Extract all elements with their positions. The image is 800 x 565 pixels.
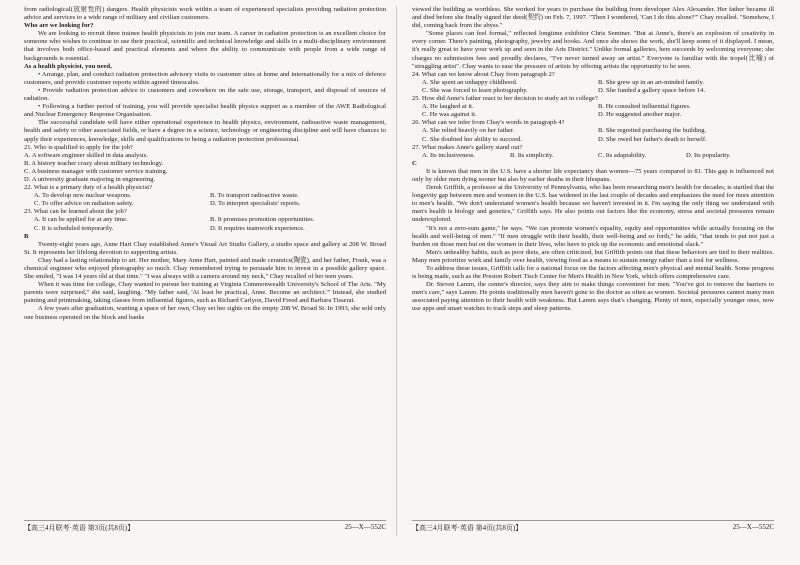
q22-options — [34, 192, 386, 208]
q22-option: C. To offer advice on radiation safety. — [34, 200, 134, 208]
bullet-1: • Arrange, plan, and conduct radiation protection advisory visits to customer sites at home and internationally for a mix of defence customers, and provide customer reports within agreed timescales. — [24, 70, 386, 86]
q23-option: D. It requires teamwork experience. — [210, 224, 305, 232]
paragraph-c5: To address these issues, Griffith calls for a national focus on the factors affecting men's physical and mental health. Some progress is being made, such as the Preston Robert Tisch Center for Men's Health in New York, which offers comprehensive care. — [412, 265, 774, 281]
q22-option: B. To transport radioactive waste. — [210, 192, 299, 200]
q26-option: C. She doubted her ability to succeed. — [422, 135, 522, 143]
question-26: 26. What can we infer from Chay's words in paragraph 4? — [412, 119, 565, 127]
q21-option: C. A business manager with customer service training. — [24, 167, 168, 175]
q21-option: B. A history teacher crazy about military technology. — [24, 159, 164, 167]
q26-option: B. She regretted purchasing the building. — [598, 127, 707, 135]
q27-option: B. Its simplicity. — [510, 151, 554, 159]
q25-options — [422, 103, 774, 119]
paragraph-b4: A few years after graduation, wanting a space of her own, Chay set her sights on the empty 208 W. Broad St. In 1993, she sold only one business operated on the block and banks — [24, 305, 386, 321]
q27-option: D. Its popularity. — [686, 151, 731, 159]
q22-option: D. To interpret specialists' reports. — [210, 200, 301, 208]
footer-right — [412, 520, 774, 537]
question-25: 25. How did Anne's father react to her decision to study art in college? — [412, 95, 598, 103]
heading-need: As a health physicist, you need, — [24, 62, 112, 70]
paragraph-candidate: The successful candidate will have either operational experience in health physics, environment, radioactive waste management, health and safety or other associated fields, or have a degree in a science, technology or engineering discipline and will have chances to apply their experiences, knowledge, skills and qualifications to being a radiation protection professional. — [24, 119, 386, 143]
question-27: 27. What makes Anne's gallery stand out? — [412, 143, 523, 151]
q27-option: A. Its inclusiveness. — [422, 151, 476, 159]
q24-option: C. She was forced to learn photography. — [422, 86, 528, 94]
section-b-title: B — [24, 232, 29, 240]
paragraph-b2: Chay had a lasting relationship to art. Her mother, Mary Anne Hart, painted and made ceramics(陶瓷), and her father, Frank, was a chemical engineer who enjoyed photography so much. Chay remembered trying to persuade him to invest in a possible gallery space. She smiled, "I was 14 years old at that time." "I was always with a camera around my neck," Chay recalled of her teen years. — [24, 256, 386, 281]
bullet-2: • Provide radiation protection advice to customers and coworkers on the safe use, storage, transport, and disposal of sources of radiation. — [24, 86, 386, 103]
q27-option: C. Its adaptability. — [598, 151, 647, 159]
q25-option: D. He suggested another major. — [598, 111, 682, 119]
question-22: 22. What is a primary duty of a health physicist? — [24, 184, 153, 192]
paragraph-b1: Twenty-eight years ago, Anne Hart Chay established Anne's Visual Art Studio Gallery, a studio space and gallery at 208 W. Broad St. It represents her lifelong devotion to supporting artists. — [24, 240, 386, 256]
q27-options — [422, 152, 774, 160]
q25-option: C. He was against it. — [422, 111, 477, 119]
footer-right-code: 25—X—552C — [732, 523, 774, 531]
q25-option: A. He laughed at it. — [422, 103, 474, 111]
paragraph-r2: "Some places can feel formal," reflected longtime exhibitor Chris Semtner. "But at Anne's, there's an explosion of creativity in every corner. There's painting, photography, jewelry and books. And once she shows the work, she'll keep some of it displayed. I mean, it's really great to have your work up and seen in the Arts District." Unlike formal galleries, hers succeeds by welcoming everyone; she charges no submission fees and proudly declares, "I've never turned away an artist." Everyone is familiar with the tropel(比喻) of "struggling artist". Chay wants to ease the pressure of artists by offering artists the opportunity to be seen. — [412, 30, 774, 70]
q21-option: A. A software engineer skilled in data analysis. — [24, 151, 148, 159]
question-21: 21. Who is qualified to apply for the job? — [24, 143, 133, 151]
q23-option: C. It is scheduled temporarily. — [34, 224, 114, 232]
footer-left-code: 25—X—552C — [344, 523, 386, 531]
q26-option: A. She relied heavily on her father. — [422, 127, 515, 135]
q23-option: B. It promises promotion opportunities. — [210, 216, 315, 224]
question-23: 23. What can be learned about the job? — [24, 208, 127, 216]
footer-left-label: 【高三4月联考·英语 第3页(共8页)】 — [24, 524, 135, 532]
q24-option: A. She spent an unhappy childhood. — [422, 78, 518, 86]
paragraph-c1: It is known that men in the U.S. have a shorter life expectancy than women—75 years compared to 81. This gap is influenced not only by older men dying sooner but also by earlier deaths in their lifespans. — [412, 167, 774, 183]
q24-options — [422, 79, 774, 95]
q26-option: D. She owed her father's death to herself. — [598, 135, 707, 143]
q24-option: B. She grew up in an art-minded family. — [598, 78, 704, 86]
right-column — [412, 6, 774, 512]
footer-left — [24, 520, 386, 537]
q22-option: A. To develop new nuclear weapons. — [34, 192, 132, 200]
column-divider — [396, 6, 397, 536]
paragraph-c6: Dr. Steven Lamm, the center's director, says they aim to make things convenient for men. "You've got to remove the barriers to men's care," says Lamm. He points traditionally men haven't gone to the doctor as often as women. Societal pressures cannot many men associated paying attention to their health with weakness. But Lamm says that's changing. Plenty of men, especially younger ones, now use apps and smart watches to track steps and sleep patterns. — [412, 281, 774, 313]
q26-options — [422, 127, 774, 143]
q23-option: A. It can be applied for at any time. — [34, 216, 128, 224]
paragraph-who: We are looking to recruit three trainee health physicists to join our team. A career in radiation protection is an excellent choice for someone who wishes to continue to use their practical, scientific and technical knowledge and skills in a multi-disciplinary environment that involves both office-based and practical elements and where the ability to communicate with people from a wide range of backgrounds is essential. — [24, 30, 386, 62]
q24-option: D. She funded a gallery space before 14. — [598, 86, 706, 94]
paragraph-r1: viewed the building as worthless. She worked for years to purchase the building from developer Alex Alexander. Her father became ill and died before she finally signed the deed(契约) on Feb. 7, 1997. "Then I wondered, 'Can I do this alone?'" Chay recalled. "Somehow, I did, coming back from the abyss." — [412, 6, 774, 30]
intro-paragraph: from radiological(放射性的) dangers. Health physicists work within a team of experienced specialists providing radiation protection advice and services to a wide range of military and civilian customers. — [24, 6, 386, 22]
paragraph-c4: Men's unhealthy habits, such as poor diets, are often criticized, but Griffith points out that these behaviors are tied to their realities. Many men prioritize work and family over health, viewing food as a means to sustain energy rather than a tool for wellness. — [412, 248, 774, 264]
paragraph-c2: Derek Griffith, a professor at the University of Pennsylvania, who has been researching men's health for decades, is startled that the longevity gap between men and women in the U.S. has widened in the last couple of decades and emphasizes the need for more attention to men's health. "We don't understand women's health because we haven't invested in it. I'm saying the only thing we understand with men's health is biology and genetics," Griffith says. He also points out factors like the economy, stress and societal pressures remain underexplored. — [412, 184, 774, 224]
q25-option: B. He consulted influential figures. — [598, 103, 691, 111]
footer-right-label: 【高三4月联考·英语 第4页(共8页)】 — [412, 524, 523, 532]
paragraph-b3: When it was time for college, Chay wanted to pursue her training at Virginia Commonwealth University's School of The Arts. "My parents were surprised," she said, laughing. "My father said, 'At least be practical, Anne. Become an architect.'" Instead, she studied painting and printmaking, taking classes from influential figures, such as Richard Carlyon, David Freed and Barbara Tisserat. — [24, 281, 386, 305]
heading-who: Who are we looking for? — [24, 22, 94, 30]
section-c-title: C — [412, 159, 417, 167]
left-column — [24, 6, 386, 512]
q23-options — [34, 216, 386, 232]
paragraph-c3: "It's not a zero-sum game," he says. "We can promote women's equality, equity and opportunities while actually focusing on the health and well-being of men." "If men struggle with their health, their well-being and so forth," he adds, "that tends to put not just a burden on those men but on the women in their lives, who have to pick up the economic and emotional slack." — [412, 224, 774, 248]
q21-option: D. A university graduate majoring in engineering. — [24, 175, 156, 183]
question-24: 24. What can we know about Chay from paragraph 2? — [412, 70, 555, 78]
bullet-3: • Following a further period of training, you will provide specialist health physics support as a member of the AWE Radiological and Nuclear Emergency Response Organisation. — [24, 103, 386, 119]
